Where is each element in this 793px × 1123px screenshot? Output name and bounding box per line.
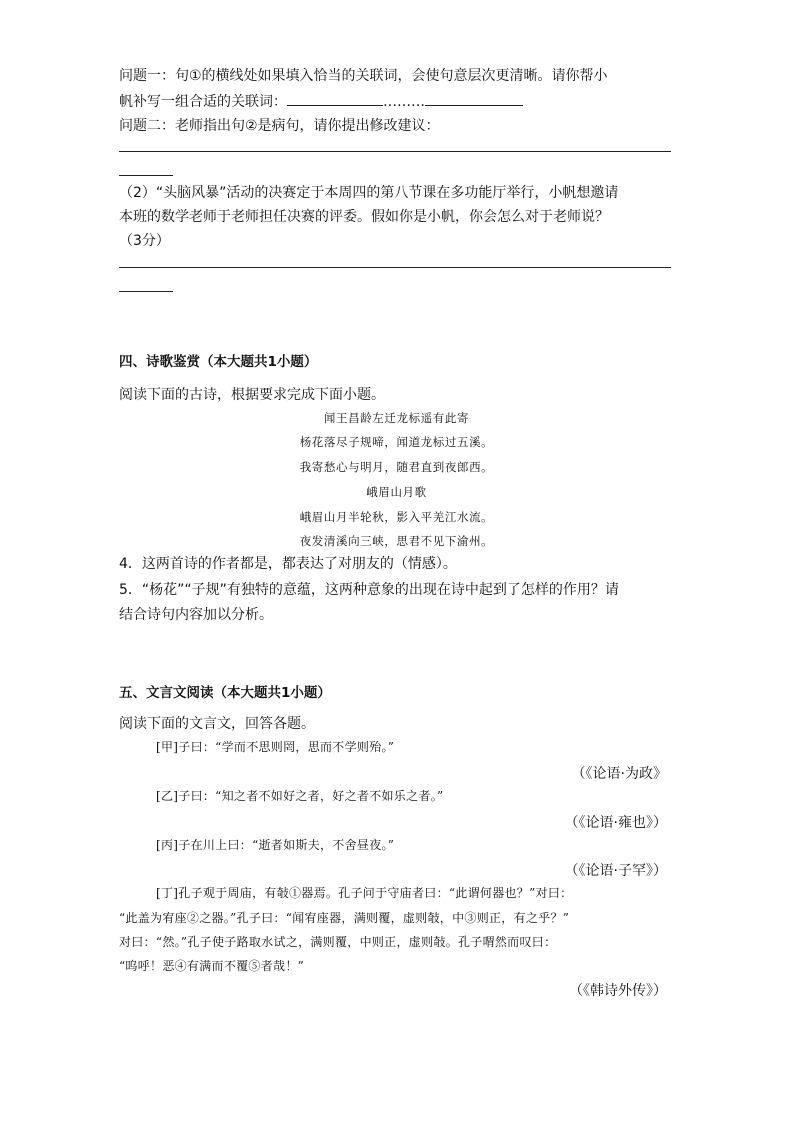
section5-heading: 五、文言文阅读（本大题共1小题） xyxy=(119,685,331,701)
section5-intro: 阅读下面的文言文，回答各题。 xyxy=(119,716,315,732)
source-bing: （《论语·子罕》） xyxy=(564,863,667,879)
answer-line[interactable] xyxy=(119,151,671,152)
passage-yi: [乙]子曰：“知之者不如好之者，好之者不如乐之者。” xyxy=(156,789,444,803)
question-4: 4．这两首诗的作者都是，都表达了对朋友的（情感）。 xyxy=(119,556,457,572)
passage-jia: [甲]子曰：“学而不思则罔，思而不学则殆。” xyxy=(156,740,395,754)
q2-text: 问题二：老师指出句②是病句，请你提出修改建议： xyxy=(119,118,440,134)
p2-line3: （3分） xyxy=(119,233,170,249)
q1-dots: ……… xyxy=(383,94,425,110)
poem2-title: 峨眉山月歌 xyxy=(366,485,427,499)
section4-intro: 阅读下面的古诗，根据要求完成下面小题。 xyxy=(119,387,385,403)
section4-heading: 四、诗歌鉴赏（本大题共1小题） xyxy=(119,354,318,370)
passage-ding-line2: “此盖为宥座②之器。”孔子曰：“闻宥座器，满则覆，虚则敧，中③则正，有之乎？” xyxy=(119,911,570,925)
answer-line[interactable] xyxy=(119,291,173,292)
passage-ding-line3: 对曰：“然。”孔子使子路取水试之，满则覆，中则正，虚则敧。孔子喟然而叹曰： xyxy=(119,935,557,949)
p2-line1: （2）“头脑风暴”活动的决赛定于本周四的第八节课在多功能厅举行，小帆想邀请 xyxy=(119,185,619,201)
question-5-line1: 5．“杨花”“子规”有独特的意蕴，这两种意象的出现在诗中起到了怎样的作用？请 xyxy=(119,582,619,598)
answer-line[interactable] xyxy=(119,175,173,176)
p2-line2: 本班的数学老师于老师担任决赛的评委。假如你是小帆，你会怎么对于老师说？ xyxy=(119,209,609,225)
poem1-title: 闻王昌龄左迁龙标遥有此寄 xyxy=(323,411,470,425)
answer-blank[interactable] xyxy=(425,93,523,106)
passage-ding-line1: [丁]孔子观于周庙，有敧①器焉。孔子问于守庙者曰：“此谓何器也？”对曰： xyxy=(156,886,573,900)
answer-blank[interactable] xyxy=(287,93,383,106)
source-jia: （《论语·为政》 xyxy=(571,766,667,782)
source-ding: （《韩诗外传》） xyxy=(569,983,667,999)
poem2-line2: 夜发清溪向三峡，思君不见下渝州。 xyxy=(299,534,494,548)
poem1-line1: 杨花落尽子规啼，闻道龙标过五溪。 xyxy=(299,435,494,449)
q1-line2 xyxy=(119,92,523,112)
poem1-line2: 我寄愁心与明月，随君直到夜郎西。 xyxy=(299,460,494,474)
answer-line[interactable] xyxy=(119,267,671,268)
poem2-line1: 峨眉山月半轮秋，影入平羌江水流。 xyxy=(299,510,494,524)
passage-ding-line4: “呜呼！恶④有满而不覆⑤者哉！” xyxy=(119,959,305,973)
source-yi: （《论语·雍也》） xyxy=(564,815,667,831)
passage-bing: [丙]子在川上曰：“逝者如斯夫，不舍昼夜。” xyxy=(156,838,395,852)
q1-line1: 问题一：句①的横线处如果填入恰当的关联词，会使句意层次更清晰。请你帮小 xyxy=(119,68,608,84)
q1-line2-text: 帆补写一组合适的关联词： xyxy=(119,94,287,110)
question-5-line2: 结合诗句内容加以分析。 xyxy=(119,607,273,623)
